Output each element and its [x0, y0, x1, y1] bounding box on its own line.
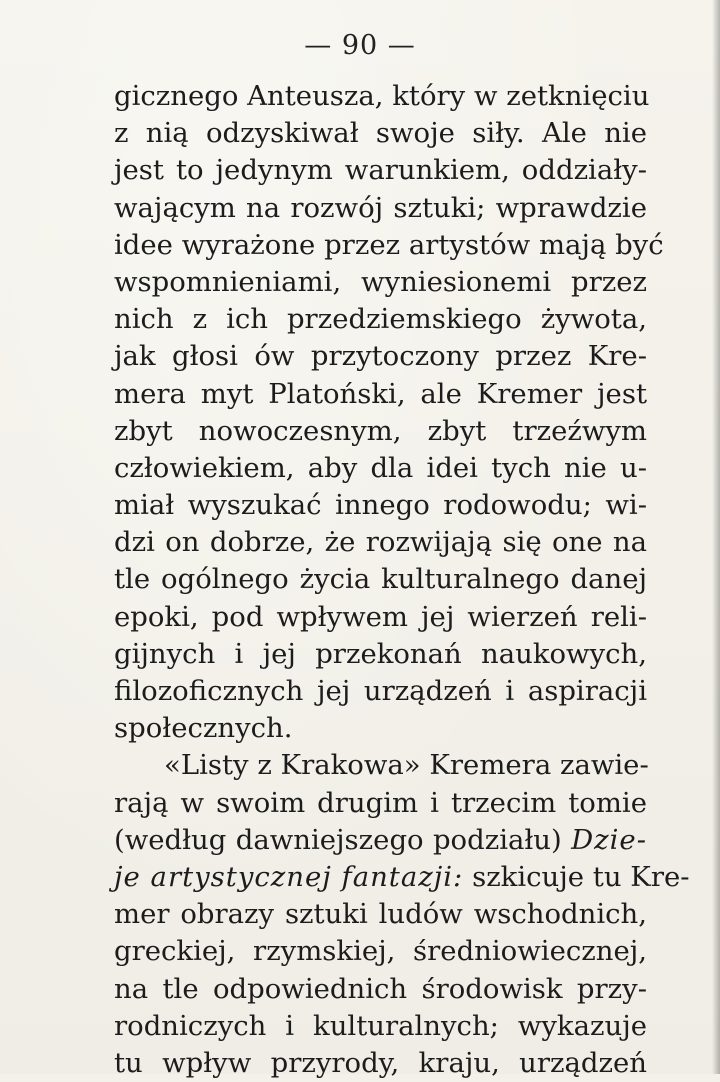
italic-title-span: je artystycznej fantazji: — [114, 860, 464, 893]
text-line: człowiekiem, aby dla idei tych nie u- — [114, 451, 647, 484]
text-line: epoki, pod wpływem jej wierzeń reli- — [114, 600, 647, 633]
text-line: tle ogólnego życia kulturalnego danej — [114, 563, 647, 596]
text-line: filozoficznych jej urządzeń i aspiracji — [114, 675, 647, 707]
italic-title-span: Dzie- — [571, 823, 647, 856]
text-line: dzi on dobrze, że rozwijają się one na — [114, 526, 647, 559]
text-line: rają w swoim drugim i trzecim tomie — [114, 786, 647, 819]
text-line: gijnych i jej przekonań naukowych, — [114, 637, 647, 670]
text-line: idee wyrażone przez artystów mają być — [114, 228, 664, 261]
text-line: mer obrazy sztuki ludów wschodnich, — [114, 898, 647, 931]
text-line: jak głosi ów przytoczony przez Kre- — [114, 340, 647, 373]
text-line: wającym na rozwój sztuki; wprawdzie — [114, 191, 647, 224]
text-line-with-italic — [114, 859, 690, 896]
text-line-with-italic — [114, 822, 647, 859]
text-line: miał wyszukać innego rodowodu; wi- — [114, 489, 647, 522]
text-line: nich z ich przedziemskiego żywota, — [114, 303, 647, 336]
page-number: — 90 — — [304, 30, 416, 61]
body-text — [114, 78, 690, 1082]
text-line-paragraph-start: «Listy z Krakowa» Kremera zawie- — [164, 749, 649, 782]
text-line: wspomnieniami, wyniesionemi przez — [114, 265, 647, 298]
text-line: greckiej, rzymskiej, średniowiecznej, — [114, 935, 647, 968]
text-line: na tle odpowiednich środowisk przy- — [114, 972, 647, 1005]
text-line: gicznego Anteusza, który w zetknięciu — [114, 80, 650, 112]
page-edge-shadow — [712, 0, 720, 1074]
text-line: mera myt Platoński, ale Kremer jest — [114, 377, 647, 410]
text-span: (według dawniejszego podziału) — [114, 823, 562, 856]
text-line: rodniczych i kulturalnych; wykazuje — [114, 1009, 647, 1042]
text-line-paragraph-end: społecznych. — [114, 712, 293, 745]
text-line: tu wpływ przyrody, kraju, urządzeń — [114, 1046, 647, 1079]
text-line: z nią odzyskiwał swoje siły. Ale nie — [114, 117, 647, 150]
text-line: jest to jedynym warunkiem, oddziały- — [114, 154, 647, 187]
text-line: zbyt nowoczesnym, zbyt trzeźwym — [114, 414, 647, 447]
text-span: szkicuje tu Kre- — [472, 860, 690, 893]
